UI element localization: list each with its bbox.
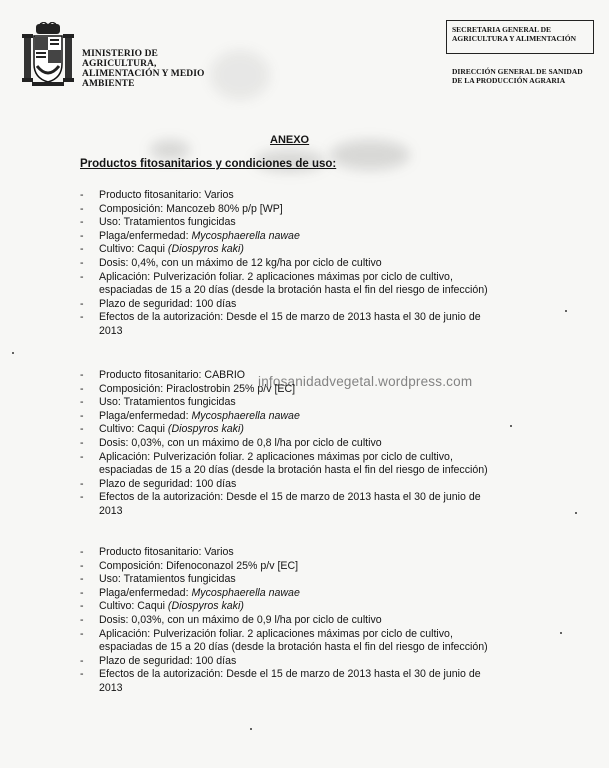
composition-line bbox=[80, 560, 550, 574]
label: Uso: bbox=[99, 216, 121, 229]
label: Efectos de la autorización: bbox=[99, 311, 224, 324]
safety-period-line bbox=[80, 478, 550, 492]
use-line bbox=[80, 396, 550, 410]
label: Plaga/enfermedad: bbox=[99, 586, 189, 599]
label: Dosis: bbox=[99, 256, 129, 269]
crop-line bbox=[80, 423, 550, 437]
label: Plazo de seguridad: bbox=[99, 477, 193, 490]
label: Efectos de la autorización: bbox=[99, 668, 224, 681]
pest-line bbox=[80, 230, 550, 244]
value: (Diospyros kaki) bbox=[167, 600, 244, 613]
value: Piraclostrobin 25% p/v [EC] bbox=[166, 382, 296, 395]
product-line bbox=[80, 369, 550, 383]
crop-line bbox=[80, 243, 550, 257]
coat-of-arms-icon bbox=[22, 22, 74, 88]
label: Aplicación: bbox=[99, 627, 151, 640]
value: Pulverización foliar. 2 aplicaciones máximas por ciclo de cultivo, bbox=[153, 627, 453, 640]
value: Mancozeb 80% p/p [WP] bbox=[166, 202, 283, 215]
effects-line bbox=[80, 668, 550, 682]
application-line bbox=[80, 271, 550, 285]
value: Mycosphaerella nawae bbox=[191, 409, 300, 422]
label: Plaga/enfermedad: bbox=[99, 229, 189, 242]
direction-line: DE LA PRODUCCIÓN AGRARIA bbox=[452, 76, 566, 85]
product-line bbox=[80, 546, 550, 560]
secretariat-line: SECRETARIA GENERAL DE bbox=[452, 25, 552, 34]
value: 100 días bbox=[195, 477, 237, 490]
label: Efectos de la autorización: bbox=[99, 491, 224, 504]
label: Plazo de seguridad: bbox=[99, 297, 193, 310]
label: Producto fitosanitario: bbox=[99, 189, 202, 201]
use-line bbox=[80, 573, 550, 587]
value: Desde el 15 de marzo de 2013 hasta el 30 de junio de bbox=[226, 311, 481, 324]
direction-name bbox=[452, 67, 602, 85]
page-title: ANEXO bbox=[270, 134, 310, 146]
label: Cultivo: bbox=[99, 600, 135, 613]
label: Plaga/enfermedad: bbox=[99, 409, 189, 422]
pest-line bbox=[80, 587, 550, 601]
value: Tratamientos fungicidas bbox=[123, 573, 236, 586]
label: Aplicación: bbox=[99, 450, 151, 463]
value: Varios bbox=[204, 546, 234, 558]
label: Composición: bbox=[99, 202, 164, 215]
safety-period-line bbox=[80, 298, 550, 312]
secretariat-line: AGRICULTURA Y ALIMENTACIÓN bbox=[452, 34, 577, 43]
dose-line bbox=[80, 257, 550, 271]
product-line bbox=[80, 189, 550, 203]
ministry-line: MINISTERIO DE bbox=[82, 49, 158, 59]
label: Aplicación: bbox=[99, 270, 151, 283]
application-line bbox=[80, 628, 550, 642]
ministry-line: AMBIENTE bbox=[82, 79, 135, 89]
scan-speck bbox=[560, 632, 562, 634]
effects-line-cont: 2013 bbox=[99, 324, 123, 337]
value: Caqui bbox=[137, 243, 165, 256]
scan-speck bbox=[575, 512, 577, 514]
scan-speck bbox=[565, 310, 567, 312]
composition-line bbox=[80, 383, 550, 397]
value: Mycosphaerella nawae bbox=[191, 229, 300, 242]
pest-line bbox=[80, 410, 550, 424]
scan-smudge bbox=[150, 140, 190, 160]
application-line-cont: espaciadas de 15 a 20 días (desde la brotación hasta el fin del riesgo de infección) bbox=[99, 464, 488, 477]
label: Plazo de seguridad: bbox=[99, 654, 193, 667]
watermark: infosanidadvegetal.wordpress.com bbox=[258, 374, 473, 389]
value: 0,4%, con un máximo de 12 kg/ha por ciclo de cultivo bbox=[131, 256, 382, 269]
scan-speck bbox=[250, 728, 252, 730]
application-line-cont: espaciadas de 15 a 20 días (desde la brotación hasta el fin del riesgo de infección) bbox=[99, 284, 488, 297]
value: 0,03%, con un máximo de 0,9 l/ha por ciclo de cultivo bbox=[131, 613, 382, 626]
label: Composición: bbox=[99, 559, 164, 572]
value: (Diospyros kaki) bbox=[167, 423, 244, 436]
label: Uso: bbox=[99, 396, 121, 409]
value: Mycosphaerella nawae bbox=[191, 586, 300, 599]
label: Cultivo: bbox=[99, 243, 135, 256]
crop-line bbox=[80, 600, 550, 614]
label: Dosis: bbox=[99, 436, 129, 449]
label: Composición: bbox=[99, 382, 164, 395]
dose-line bbox=[80, 614, 550, 628]
ministry-name bbox=[82, 49, 222, 89]
value: Caqui bbox=[137, 423, 165, 436]
label: Dosis: bbox=[99, 613, 129, 626]
value: Desde el 15 de marzo de 2013 hasta el 30 de junio de bbox=[226, 491, 481, 504]
ministry-line: AGRICULTURA, bbox=[82, 59, 157, 69]
value: (Diospyros kaki) bbox=[167, 243, 244, 256]
value: Caqui bbox=[137, 600, 165, 613]
composition-line bbox=[80, 203, 550, 217]
use-line bbox=[80, 216, 550, 230]
application-line bbox=[80, 451, 550, 465]
product-block bbox=[80, 369, 550, 519]
value: Difenoconazol 25% p/v [EC] bbox=[166, 559, 299, 572]
application-line-cont: espaciadas de 15 a 20 días (desde la brotación hasta el fin del riesgo de infección) bbox=[99, 641, 488, 654]
secretariat-box bbox=[446, 20, 594, 54]
value: Pulverización foliar. 2 aplicaciones máximas por ciclo de cultivo, bbox=[153, 270, 453, 283]
effects-line-cont: 2013 bbox=[99, 504, 123, 517]
safety-period-line bbox=[80, 655, 550, 669]
effects-line bbox=[80, 491, 550, 505]
value: Tratamientos fungicidas bbox=[123, 396, 236, 409]
effects-line bbox=[80, 311, 550, 325]
value: Desde el 15 de marzo de 2013 hasta el 30 de junio de bbox=[226, 668, 481, 681]
value: Pulverización foliar. 2 aplicaciones máximas por ciclo de cultivo, bbox=[153, 450, 453, 463]
label: Producto fitosanitario: bbox=[99, 546, 202, 558]
product-block bbox=[80, 546, 550, 696]
scan-smudge bbox=[330, 140, 410, 170]
value: 100 días bbox=[195, 297, 237, 310]
label: Cultivo: bbox=[99, 423, 135, 436]
value: 100 días bbox=[195, 654, 237, 667]
label: Uso: bbox=[99, 573, 121, 586]
label: Producto fitosanitario: bbox=[99, 369, 202, 381]
value: Varios bbox=[204, 189, 234, 201]
section-subtitle: Productos fitosanitarios y condiciones de uso: bbox=[80, 158, 337, 170]
scan-speck bbox=[12, 352, 14, 354]
effects-line-cont: 2013 bbox=[99, 681, 123, 694]
product-block bbox=[80, 189, 550, 339]
value: CABRIO bbox=[204, 369, 246, 381]
value: 0,03%, con un máximo de 0,8 l/ha por ciclo de cultivo bbox=[131, 436, 382, 449]
dose-line bbox=[80, 437, 550, 451]
direction-line: DIRECCIÓN GENERAL DE SANIDAD bbox=[452, 67, 583, 76]
ministry-line: ALIMENTACIÓN Y MEDIO bbox=[82, 69, 205, 79]
value: Tratamientos fungicidas bbox=[123, 216, 236, 229]
